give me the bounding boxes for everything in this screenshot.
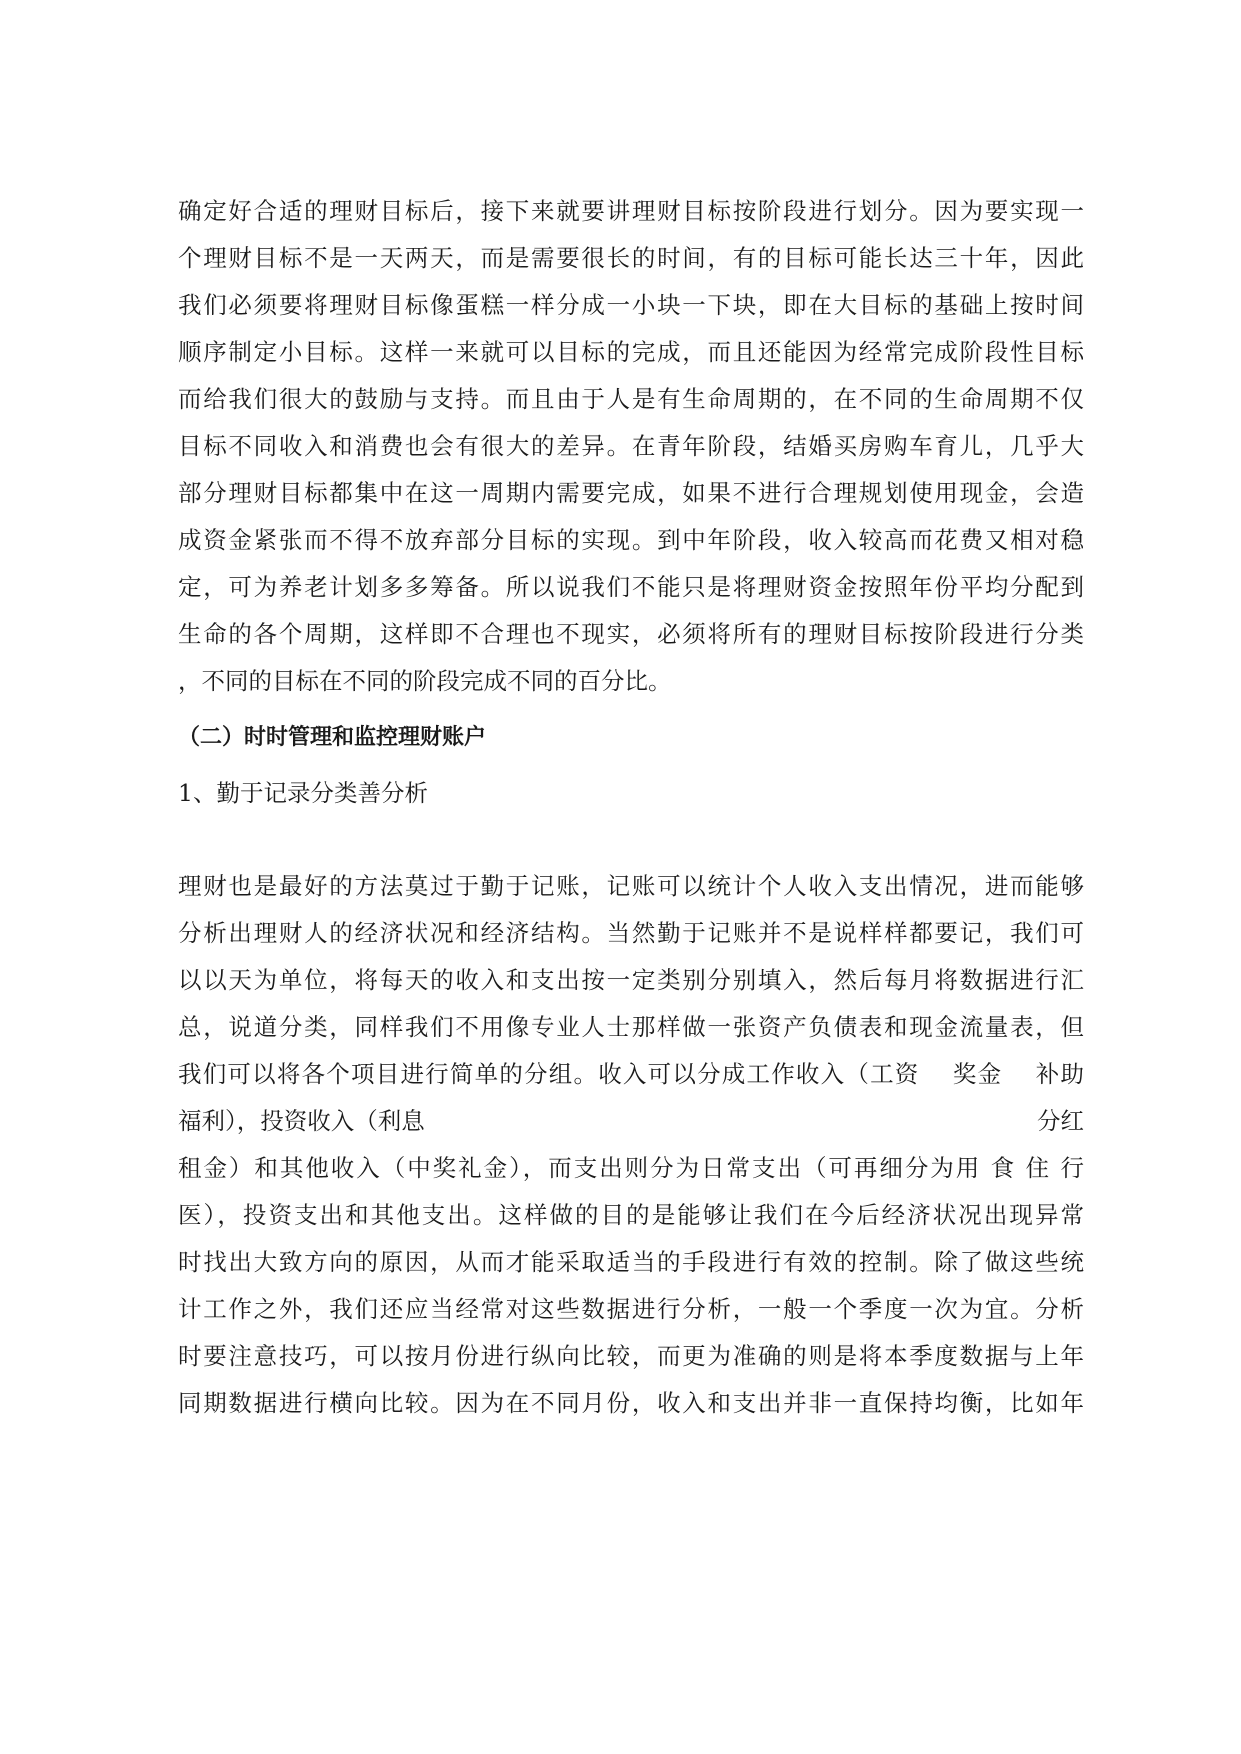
paragraph-line: 顺序制定小目标。这样一来就可以目标的完成，而且还能因为经常完成阶段性目标	[178, 338, 1084, 366]
paragraph-line: 而给我们很大的鼓励与支持。而且由于人是有生命周期的，在不同的生命周期不仅	[178, 385, 1084, 413]
paragraph-line: 同期数据进行横向比较。因为在不同月份，收入和支出并非一直保持均衡，比如年	[178, 1389, 1084, 1417]
paragraph-line: 分析出理财人的经济状况和经济结构。当然勤于记账并不是说样样都要记，我们可	[178, 919, 1084, 947]
paragraph-line: 计工作之外，我们还应当经常对这些数据进行分析，一般一个季度一次为宜。分析	[178, 1295, 1084, 1323]
paragraph-line: 租金）和其他收入（中奖礼金），而支出则分为日常支出（可再细分为用 食 住 行	[178, 1154, 1084, 1182]
paragraph-line-split	[178, 1101, 1084, 1141]
paragraph-line: 成资金紧张而不得不放弃部分目标的实现。到中年阶段，收入较高而花费又相对稳	[178, 526, 1084, 554]
paragraph-line: 总，说道分类，同样我们不用像专业人士那样做一张资产负债表和现金流量表，但	[178, 1013, 1084, 1041]
paragraph-line: 时要注意技巧，可以按月份进行纵向比较，而更为准确的则是将本季度数据与上年	[178, 1342, 1084, 1370]
paragraph-line: 生命的各个周期，这样即不合理也不现实，必须将所有的理财目标按阶段进行分类	[178, 620, 1084, 648]
paragraph-line: 以以天为单位，将每天的收入和支出按一定类别分别填入，然后每月将数据进行汇	[178, 966, 1084, 994]
paragraph-line: 时找出大致方向的原因，从而才能采取适当的手段进行有效的控制。除了做这些统	[178, 1248, 1084, 1276]
paragraph-line: 我们必须要将理财目标像蛋糕一样分成一小块一下块，即在大目标的基础上按时间	[178, 291, 1084, 319]
paragraph-line: 医），投资支出和其他支出。这样做的目的是能够让我们在今后经济状况出现异常	[178, 1201, 1084, 1229]
paragraph-line: 确定好合适的理财目标后，接下来就要讲理财目标按阶段进行划分。因为要实现一	[178, 197, 1084, 225]
paragraph-line: ，不同的目标在不同的阶段完成不同的百分比。	[178, 667, 672, 695]
subheading: 1、勤于记录分类善分析	[178, 779, 428, 807]
paragraph-line: 我们可以将各个项目进行简单的分组。收入可以分成工作收入（工资 奖金 补助	[178, 1060, 1084, 1088]
paragraph-line: 理财也是最好的方法莫过于勤于记账，记账可以统计个人收入支出情况，进而能够	[178, 872, 1084, 900]
paragraph-line: 定，可为养老计划多多筹备。所以说我们不能只是将理财资金按照年份平均分配到	[178, 573, 1084, 601]
paragraph-line: 个理财目标不是一天两天，而是需要很长的时间，有的目标可能长达三十年，因此	[178, 244, 1084, 272]
split-line-left: 福利），投资收入（利息	[178, 1107, 425, 1135]
paragraph-line: 目标不同收入和消费也会有很大的差异。在青年阶段，结婚买房购车育儿，几乎大	[178, 432, 1084, 460]
split-line-right: 分红	[1037, 1107, 1084, 1135]
section-heading: （二）时时管理和监控理财账户	[178, 725, 487, 750]
paragraph-line: 部分理财目标都集中在这一周期内需要完成，如果不进行合理规划使用现金，会造	[178, 479, 1084, 507]
